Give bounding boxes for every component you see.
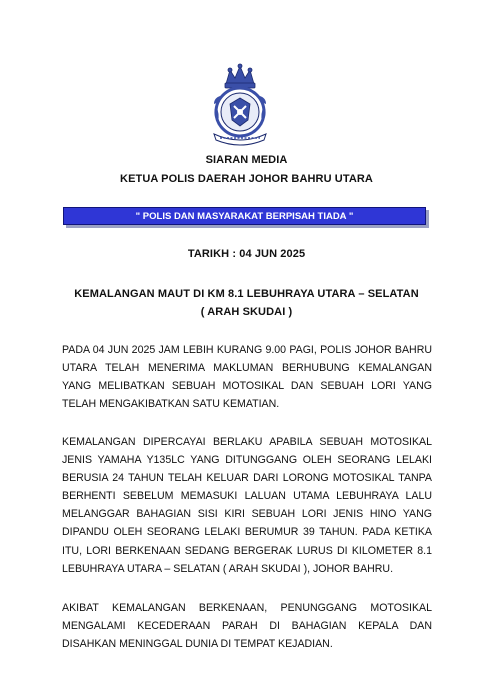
- body-paragraph-3: AKIBAT KEMALANGAN BERKENAAN, PENUNGGANG MOTOSIKAL MENGALAMI KECEDERAAN PARAH DI BAHAGIAN KEPALA DAN DISAHKAN MENINGGAL DUNIA DI TEMPAT KEJADIAN.: [62, 602, 432, 651]
- issuer-title: KETUA POLIS DAERAH JOHOR BAHRU UTARA: [120, 173, 373, 185]
- slogan-banner: " POLIS DAN MASYARAKAT BERPISAH TIADA ": [63, 207, 426, 225]
- body-paragraph-2: KEMALANGAN DIPERCAYAI BERLAKU APABILA SEBUAH MOTOSIKAL JENIS YAMAHA Y135LC YANG DITUNGGANG OLEH SEORANG LELAKI BERUSIA 24 TAHUN TELAH KELUAR DARI LORONG MOTOSIKAL TANPA BERHENTI SEBELUM MEMASUKI LALUAN UTAMA LEBUHRAYA LALU MELANGGAR BAHAGIAN SISI KIRI SEBUAH LORI JENIS HINO YANG DIPANDU OLEH SEORANG LELAKI BERUMUR 39 TAHUN. PADA KETIKA ITU, LORI BERKENAAN SEDANG BERGERAK LURUS DI KILOMETER 8.1 LEBUHRAYA UTARA – SELATAN ( ARAH SKUDAI ), JOHOR BAHRU.: [62, 436, 432, 575]
- release-date: TARIKH : 04 JUN 2025: [187, 248, 306, 260]
- body-paragraph-1: PADA 04 JUN 2025 JAM LEBIH KURANG 9.00 PAGI, POLIS JOHOR BAHRU UTARA TELAH MENERIMA MAKLUMAN BERHUBUNG KEMALANGAN YANG MELIBATKAN SEBUAH MOTOSIKAL DAN SEBUAH LORI YANG TELAH MENGAKIBATKAN SATU KEMATIAN.: [62, 344, 432, 411]
- headline-line-2: ( ARAH SKUDAI ): [200, 306, 293, 318]
- police-crest-icon: [200, 62, 280, 148]
- media-release-label: SIARAN MEDIA: [205, 154, 288, 166]
- headline-line-1: KEMALANGAN MAUT DI KM 8.1 LEBUHRAYA UTARA – SELATAN: [74, 288, 419, 300]
